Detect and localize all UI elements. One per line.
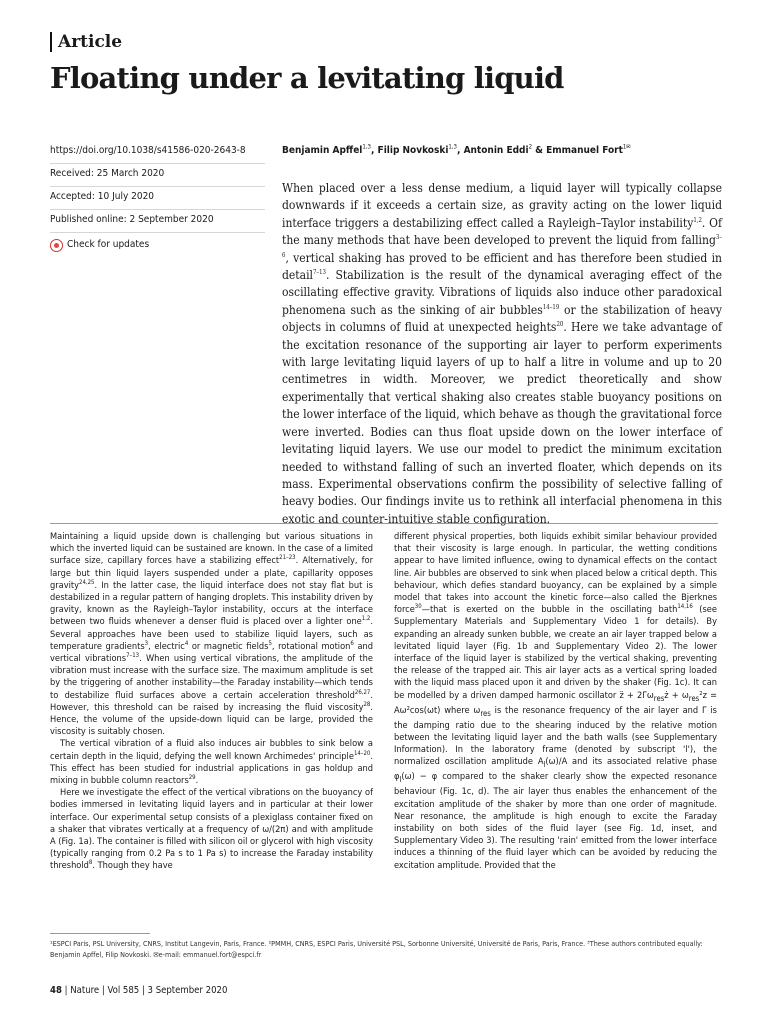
- footnote-divider: [50, 933, 150, 934]
- issue-date: 3 September 2020: [147, 985, 228, 996]
- citation[interactable]: 8: [88, 859, 93, 867]
- email-link[interactable]: e-mail: emmanuel.fort@espci.fr: [158, 950, 262, 959]
- abstract: When placed over a less dense medium, a liquid layer will typically collapse downwards if it exceeds a certain size, as gravity acting on the lower liquid interface triggers a destabilizing effect called a Rayleigh–Taylor instability$^{1,2}$. Of the many methods that have been developed to prevent the liquid from falling$^{3-6}$, vertical shaking has proved to be efficient and has therefore been studied in detail$^{7-13}$. Stabilization is the result of the dynamical averaging effect of the oscillating effective gravity. Vibrations of liquids also induce other paradoxical phenomena such as the sinking of air bubbles$^{14-19}$ or the stabilization of heavy objects in columns of fluid at unexpected heights$^{20}$. Here we take advantage of the excitation resonance of the supporting air layer to perform experiments with large levitating liquid layers of up to half a litre in volume and up to 20 centimetres in width. Moreover, we predict theoretically and show experimentally that vertical shaking also creates stable buoyancy positions on the lower interface of the liquid, which behave as though the gravitational force were inverted. Bodies can thus float upside down on the lower interface of levitating liquid layers. We use our model to predict the minimum excitation needed to withstand falling of such an inverted floater, which depends on its mass. Experimental observations confirm the possibility of selective falling of heavy bodies. Our findings invite us to rethink all interfacial phenomena in this exotic and counter-intuitive stable configuration.: [282, 181, 722, 526]
- body-column-right: [394, 531, 717, 872]
- citation[interactable]: 3–6: [282, 234, 722, 259]
- page-number: 48: [50, 985, 62, 996]
- citation[interactable]: 14,16: [677, 603, 693, 611]
- author-list: Benjamin Apffel$^{1,3}$, Filip Novkoski$^{1,3}$, Antonin Eddi$^2$ & Emmanuel Fort$^{1✉}$: [282, 143, 631, 156]
- citation[interactable]: 14–19: [542, 303, 560, 311]
- author-name[interactable]: Filip Novkoski: [377, 145, 449, 156]
- citation[interactable]: 21–23: [279, 554, 296, 562]
- citation[interactable]: 3: [144, 639, 149, 647]
- citation[interactable]: 30: [414, 603, 422, 611]
- accepted-date: Accepted: 10 July 2020: [50, 189, 265, 210]
- check-for-updates-link[interactable]: [50, 235, 265, 255]
- author-name[interactable]: Emmanuel Fort: [546, 145, 623, 156]
- citation[interactable]: 24,25: [79, 578, 95, 586]
- body-paragraph: The vertical vibration of a fluid also induces air bubbles to sink below a certain depth in the liquid, defying the well known Archimedes' principle$^{14-20}$. This effect has been studied for industrial applications in gas holdup and mixing in bubble column reactors$^{29}$.: [50, 738, 373, 787]
- volume: Vol 585: [107, 985, 140, 996]
- received-date: Received: 25 March 2020: [50, 166, 265, 187]
- body-paragraph: different physical properties, both liquids exhibit similar behaviour provided that their viscosity is large enough. In particular, the wetting conditions appear to have limited influence, owing to dynamical effects on the contact line. Air bubbles are observed to sink when placed below a critical depth. This behaviour, which defies standard buoyancy, can be explained by a simple model that takes into account the kinetic force—also called the Bjerknes force$^{30}$—that is exerted on the bubble in the oscillating bath$^{14,16}$ (see Supplementary Materials and Supplementary Video 1 for details). By expanding an already sunken bubble, we create an air layer trapped below a levitated liquid layer (Fig. 1b and Supplementary Video 2). The lower interface of the liquid layer is stabilized by the vertical shaking, preventing the release of the trapped air. This air layer acts as a vertical spring loaded with the liquid mass placed upon it and driven by the shaker (Fig. 1c). It can be modelled by a driven damped harmonic oscillator z̈ + $2\Gamma\omega_{res}ż + \omega_{res}^2z = A\omega^2\cos(\omega t)$ where $\omega_{res}$ is the resonance frequency of the air layer and Γ is the damping ratio due to the shearing induced by the relative motion between the levitating liquid layer and the bath walls (see Supplementary Information). In the laboratory frame (denoted by subscript 'l'), the normalized oscillation amplitude $A_l(\omega)/A$ and its associated relative phase $\varphi_l(\omega) - \varphi$ compared to the shaker clearly show the expected resonance behaviour (Fig. 1c, d). The air layer thus enables the enhancement of the excitation amplitude of the shaker by more than one order of magnitude. Near resonance, the amplitude is high enough to excite the Faraday instability on both sides of the fluid layer (see Fig. 1d, inset, and Supplementary Video 3). The resulting 'rain' emitted from the lower interface induces a thinning of the fluid layer which can be avoided by reducing the excitation amplitude. Provided that the: [394, 531, 718, 871]
- article-metadata: [50, 143, 265, 257]
- author-name[interactable]: Antonin Eddi: [463, 145, 529, 156]
- citation[interactable]: 1,2: [693, 216, 702, 224]
- citation[interactable]: 26,27: [354, 688, 371, 696]
- author-name[interactable]: Benjamin Apffel: [282, 145, 363, 156]
- citation[interactable]: 1,2: [361, 615, 371, 623]
- citation[interactable]: 14–20: [353, 749, 371, 757]
- citation[interactable]: 28: [363, 700, 371, 708]
- citation[interactable]: 6: [350, 639, 354, 647]
- check-for-updates-icon: [50, 239, 63, 252]
- check-for-updates-label: Check for updates: [67, 239, 150, 250]
- doi-link[interactable]: https://doi.org/10.1038/s41586-020-2643-8: [50, 143, 265, 164]
- citation[interactable]: 4: [184, 639, 189, 647]
- page-footer: 48 | Nature | Vol 585 | 3 September 2020: [50, 985, 228, 996]
- section-label: Article: [50, 32, 122, 52]
- article-title: Floating under a levitating liquid: [50, 61, 564, 95]
- body-paragraph: Maintaining a liquid upside down is challenging but various situations in which the inverted liquid can be sustained are known. In the case of a limited surface size, capillary forces have a stabilizing effect$^{21-23}$. Alternatively, for large but thin liquid layers suspended under a plate, capillarity opposes gravity$^{24,25}$. In the latter case, the liquid interface does not stay flat but is destabilized in a regular pattern of hanging droplets. This instability driven by gravity, known as the Rayleigh–Taylor instability, occurs at the interface between two fluids whenever a denser fluid is placed over a lighter one$^{1,2}$. Several approaches have been used to stabilize liquid layers, such as temperature gradients$^3$, electric$^4$ or magnetic fields$^5$, rotational motion$^6$ and vertical vibrations$^{7-13}$. When using vertical vibrations, the amplitude of the vibration must increase with the surface size. The maximum amplitude is set by the triggering of another instability—the Faraday instability—which tends to destabilize fluid surfaces above a certain acceleration threshold$^{26,27}$. However, this threshold can be raised by increasing the fluid viscosity$^{28}$. Hence, the volume of the upside-down liquid can be large, provided the viscosity is suitably chosen.: [50, 531, 373, 738]
- email-icon: ✉: [153, 950, 159, 959]
- body-column-left: [50, 531, 373, 873]
- citation[interactable]: 7–13: [312, 269, 326, 277]
- published-date: Published online: 2 September 2020: [50, 212, 265, 233]
- citation[interactable]: 7–13: [126, 651, 140, 659]
- body-paragraph: Here we investigate the effect of the vertical vibrations on the buoyancy of bodies immersed in levitating liquid layers and in particular at their lower interface. Our experimental setup consists of a plexiglass container fixed on a shaker that vibrates vertically at a frequency of ω/(2π) and with amplitude A (Fig. 1a). The container is filled with silicon oil or glycerol with high viscosity (typically ranging from 0.2 Pa s to 1 Pa s) to increase the Faraday instability threshold$^8$. Though they have: [50, 787, 374, 872]
- citation[interactable]: 20: [556, 321, 564, 329]
- citation[interactable]: 29: [188, 774, 196, 781]
- citation[interactable]: 5: [268, 639, 272, 647]
- journal-name: Nature: [70, 985, 100, 996]
- section-divider: [50, 523, 718, 524]
- affiliations: ¹ESPCI Paris, PSL University, CNRS, Institut Langevin, Paris, France. ²PMMH, CNRS, ESPCI Paris, Université PSL, Sorbonne Université, Université de Paris, Paris, France. ³These authors contributed equally: Benjamin Apffel, Filip Novkoski. ✉e-mail: emmanuel.fort@espci.fr: [50, 939, 703, 959]
